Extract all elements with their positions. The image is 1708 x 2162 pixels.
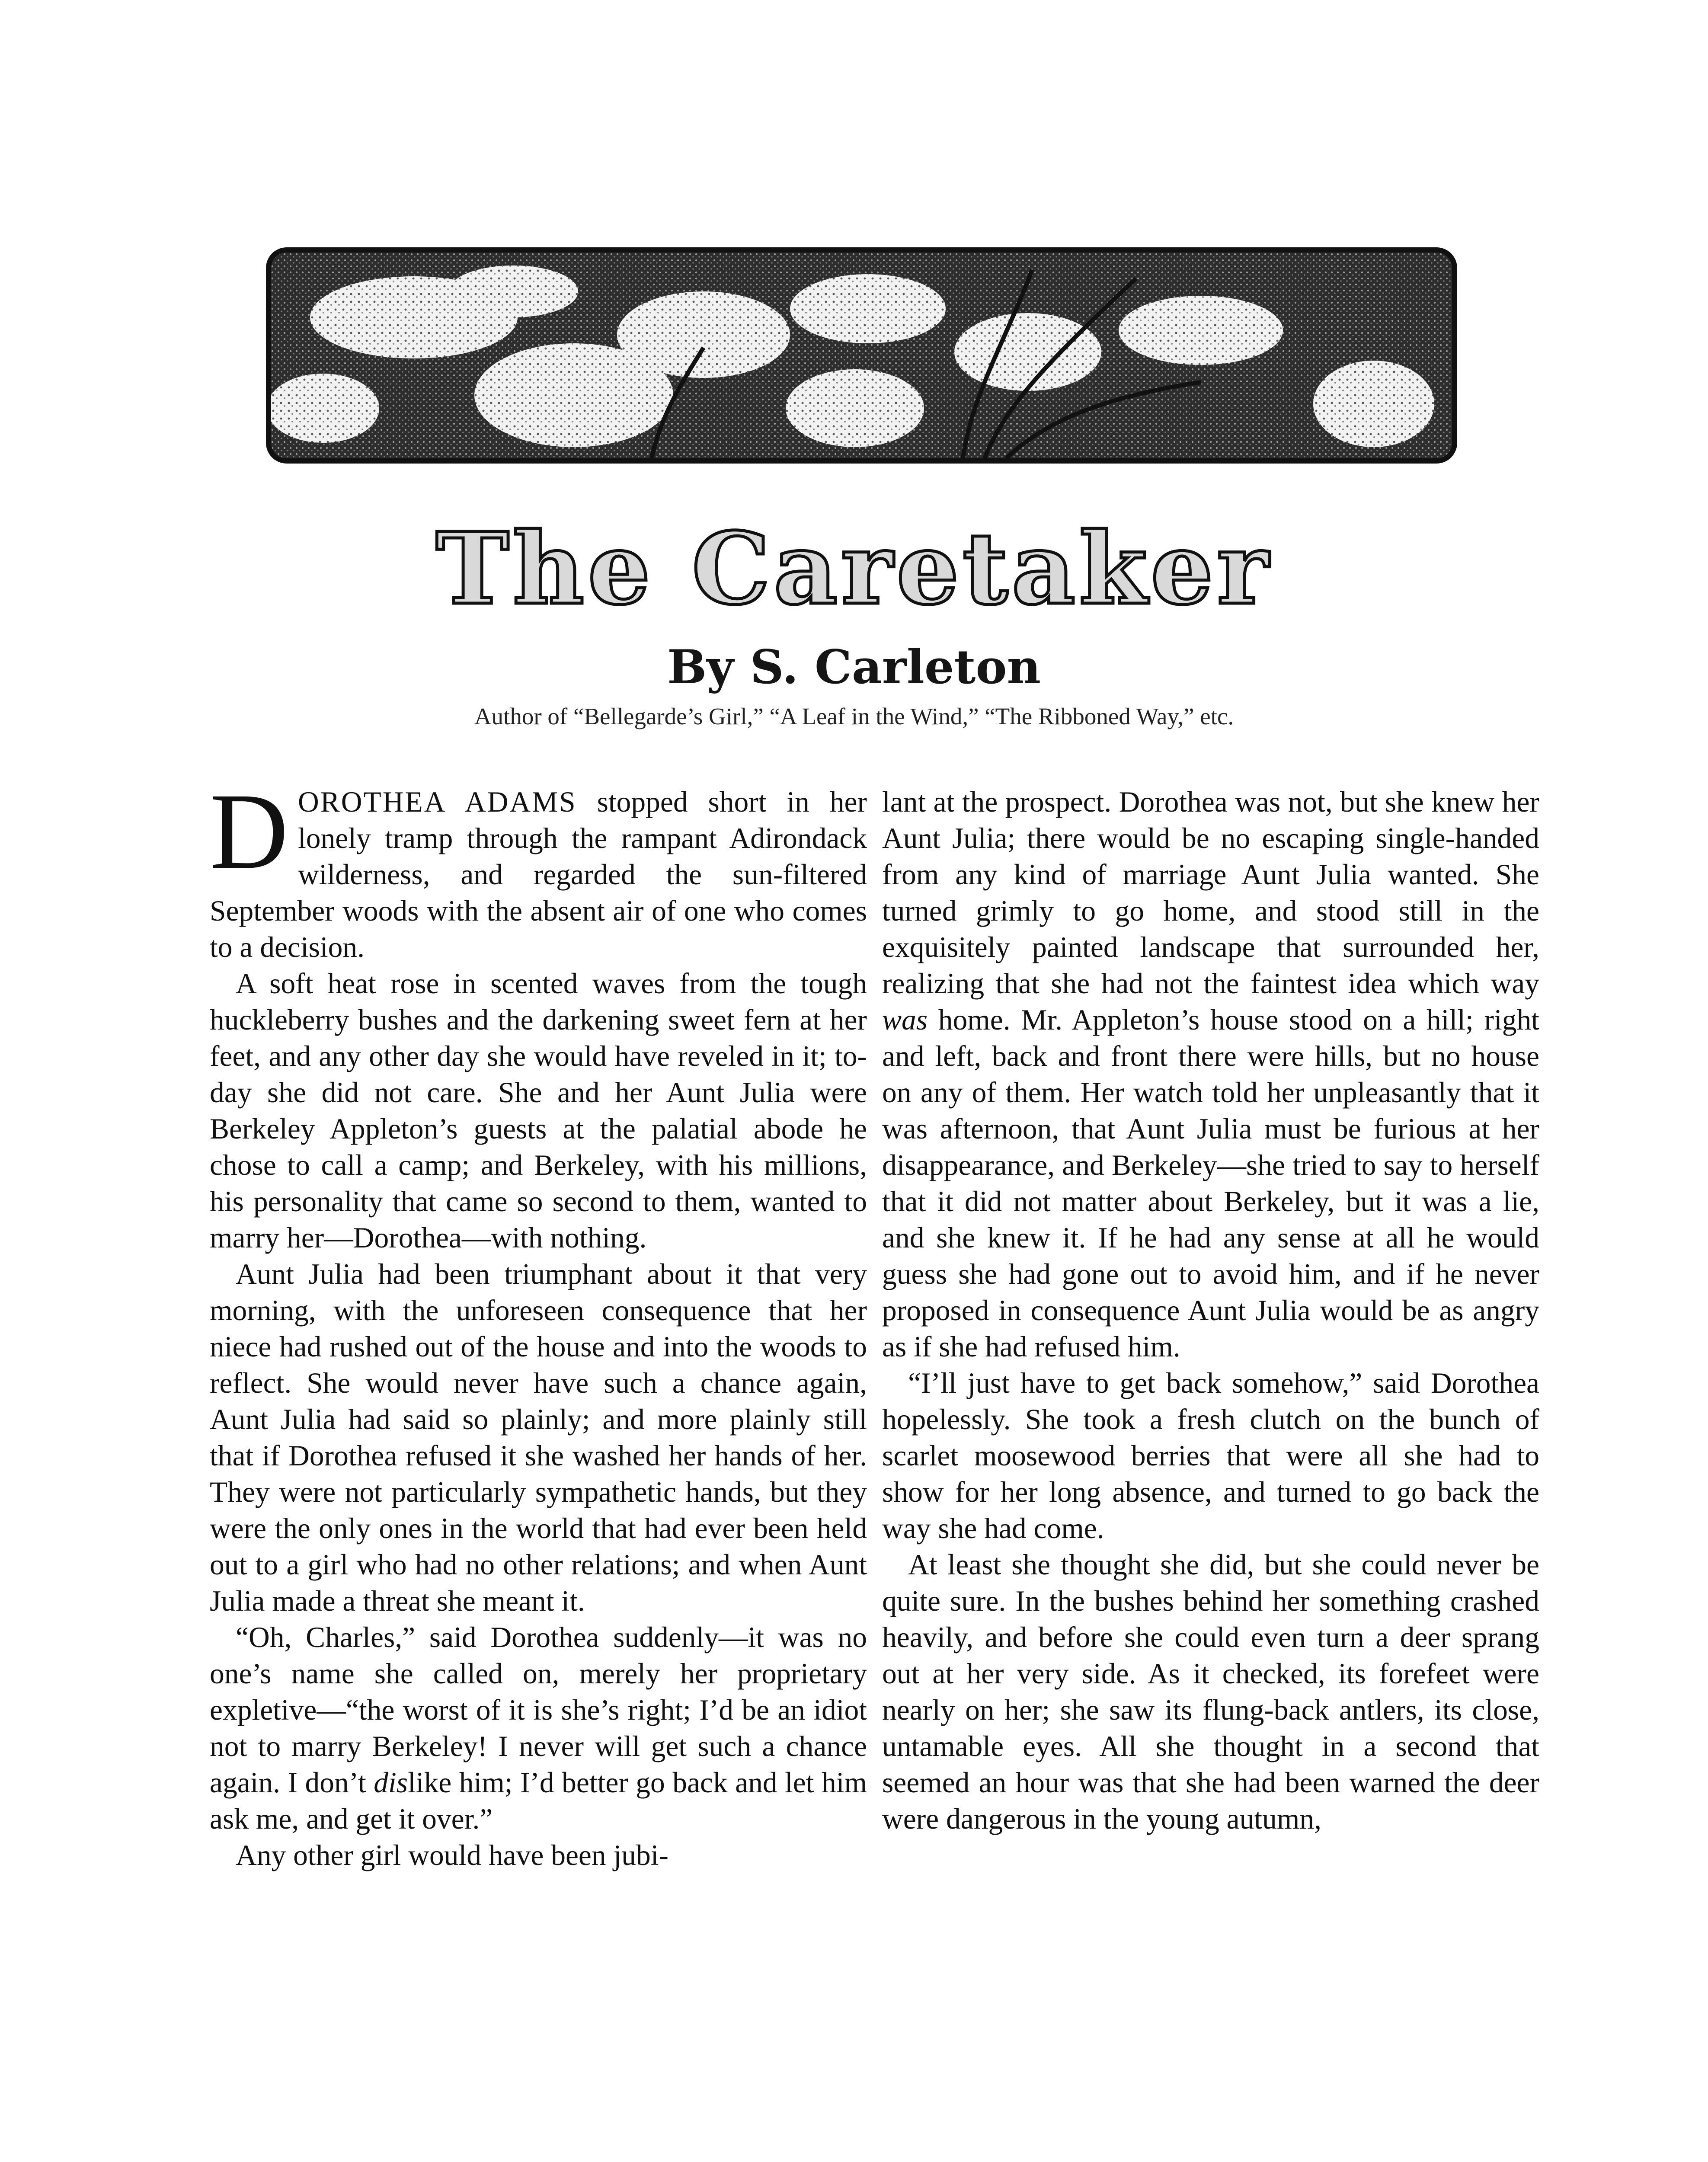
article-title: The Caretaker	[435, 511, 1273, 627]
paragraph-text: “Oh, Charles,” said Dorothea suddenly—it was no one’s name she called on, merely her proprietary expletive—“the worst of it is she’s right; I’d be an idiot not to marry Berkeley! I never will get such a chance again. I don’t	[210, 1621, 867, 1799]
paragraph-text: like him; I’d better go back and let him ask me, and get it over.”	[210, 1766, 867, 1835]
flowers-illustration-icon	[271, 253, 1452, 458]
paragraph: “I’ll just have to get back somehow,” said Dorothea hopelessly. She took a fresh clutch on the bunch of scarlet moosewood berries that were all she had to show for her long absence, and turned to go back the way she had come.	[882, 1367, 1539, 1545]
paragraph: Any other girl would have been jubi-	[236, 1839, 668, 1871]
paragraph	[210, 771, 867, 966]
byline: By S. Carleton	[667, 640, 1041, 694]
drop-cap: D	[210, 771, 288, 892]
author-credits: Author of “Bellegarde’s Girl,” “A Leaf in the Wind,” “The Ribboned Way,” etc.	[474, 703, 1234, 729]
paragraph: At least she thought she did, but she could never be quite sure. In the bushes behind her something crashed heavily, and before she could even turn a deer sprang out at her very side. As it checked, its forefeet were nearly on her; she saw its flung-back antlers, its close, untamable eyes. All she thought in a second that seemed an hour was that she had been warned the deer were dangerous in the young autumn,	[882, 1548, 1539, 1835]
paragraph-text: home. Mr. Appleton’s house stood on a hill; right and left, back and front there were hills, but no house on any of them. Her watch told her unpleasantly that it was afternoon, that Aunt Julia must be furious at her disappearance, and Berkeley—she tried to say to herself that it did not matter about Berkeley, but it was a lie, and she knew it. If he had any sense at all he would guess she had gone out to avoid him, and if he never proposed in consequence Aunt Julia would be as angry as if she had refused him.	[882, 1004, 1540, 1363]
paragraph	[210, 1619, 867, 1837]
left-column	[210, 771, 867, 1874]
paragraph	[882, 784, 1539, 1365]
paragraph: Aunt Julia had been triumphant about it that very morning, with the unforeseen consequence that her niece had rushed out of the house and into the woods to reflect. She would never have such a chance again, Aunt Julia had said so plainly; and more plainly still that if Dorothea refused it she washed her hands of her. They were not particularly sympathetic hands, but they were the only ones in the world that had ever been held out to a girl who had no other relations; and when Aunt Julia made a threat she meant it.	[210, 1258, 867, 1617]
emphasis: dis	[374, 1766, 408, 1799]
paragraph-text: stopped short in her lonely tramp through the rampant Adirondack wilderness, and regarded the sun-filtered September woods with the absent air of one who comes to a decision.	[210, 786, 867, 963]
header-illustration	[266, 247, 1457, 464]
paragraph-text: lant at the prospect. Dorothea was not, but she knew her Aunt Julia; there would be no escaping single-handed from any kind of marriage Aunt Julia wanted. She turned grimly to go home, and stood still in the exquisitely painted landscape that surrounded her, realizing that she had not the faintest idea which way	[882, 786, 1539, 1000]
emphasis: was	[882, 1004, 928, 1036]
paragraph: A soft heat rose in scented waves from the tough huckleberry bushes and the darkening sweet fern at her feet, and any other day she would have reveled in it; to-day she did not care. She and her Aunt Julia were Berkeley Appleton’s guests at the palatial abode he chose to call a camp; and Berkeley, with his millions, his personality that came so second to them, wanted to marry her—Dorothea—with nothing.	[210, 967, 867, 1254]
right-column	[882, 784, 1539, 1837]
opening-words: OROTHEA ADAMS	[298, 786, 577, 818]
